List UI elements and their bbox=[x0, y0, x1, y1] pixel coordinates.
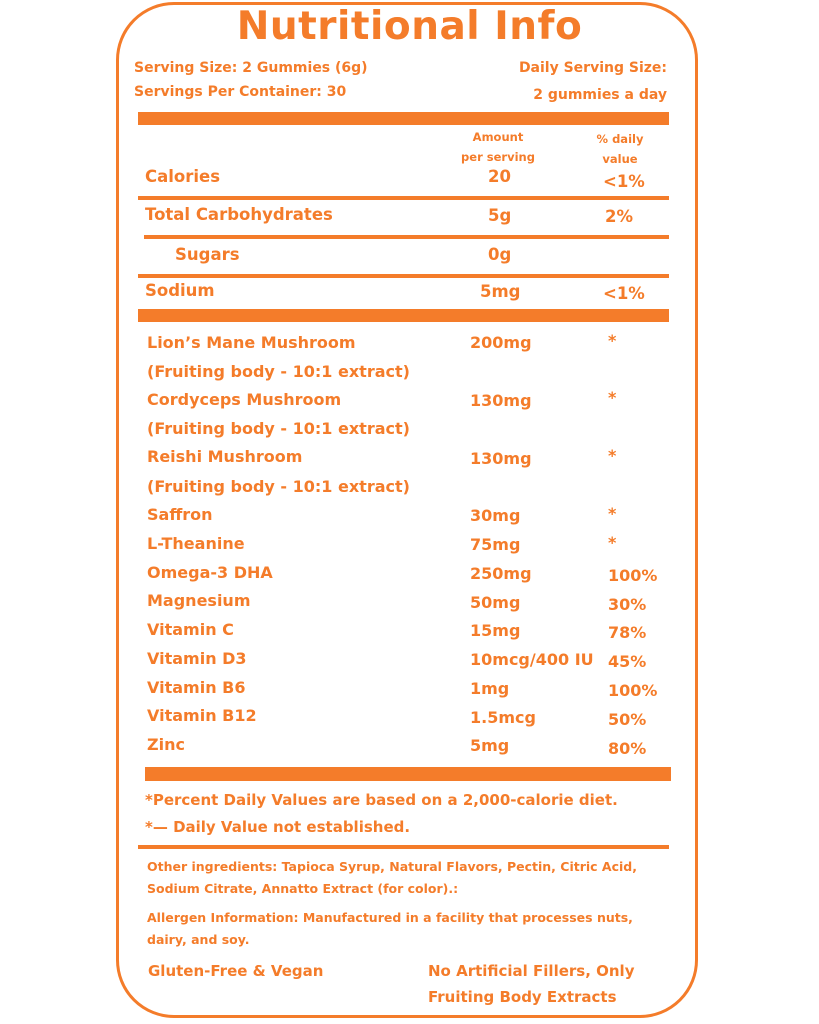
ingredient-dv: 45% bbox=[608, 652, 647, 671]
ingredient-name: Saffron bbox=[147, 505, 213, 524]
daily-serving-label: Daily Serving Size: bbox=[518, 60, 667, 76]
nutrient-amount: 5g bbox=[488, 206, 512, 225]
ingredient-name: Vitamin C bbox=[147, 620, 234, 639]
nutrient-dv: 2% bbox=[605, 207, 634, 226]
ingredient-dv: 80% bbox=[608, 739, 647, 758]
nutrient-name: Sugars bbox=[175, 245, 240, 264]
ingredient-name: Lion’s Mane Mushroom bbox=[147, 333, 356, 352]
ingredient-dv: 50% bbox=[608, 710, 647, 729]
dv-header-line-1: % daily bbox=[596, 132, 644, 146]
ingredient-amount: 130mg bbox=[470, 449, 532, 468]
ingredient-note: (Fruiting body - 10:1 extract) bbox=[147, 362, 410, 381]
allergen-information: Allergen Information: Manufactured in a facility that processes nuts, dairy, and soy. bbox=[147, 910, 633, 947]
ingredient-amount: 130mg bbox=[470, 391, 532, 410]
nutrient-dv: <1% bbox=[603, 172, 645, 191]
ingredient-amount: 200mg bbox=[470, 333, 532, 352]
footnote-dv: *— Daily Value not established. bbox=[145, 818, 411, 836]
ingredient-dv: 100% bbox=[608, 566, 658, 585]
servings-per-container: Servings Per Container: 30 bbox=[134, 84, 347, 100]
nutrient-name: Sodium bbox=[145, 281, 215, 300]
ingredient-amount: 1mg bbox=[470, 679, 510, 698]
footnote-percent: *Percent Daily Values are based on a 2,000-calorie diet. bbox=[145, 791, 618, 809]
row-divider bbox=[144, 235, 669, 239]
ingredient-name: Cordyceps Mushroom bbox=[147, 390, 342, 409]
ingredient-dv: 100% bbox=[608, 681, 658, 700]
amount-column-header bbox=[448, 127, 548, 167]
ingredient-dv: * bbox=[608, 446, 617, 465]
nutrient-amount: 20 bbox=[488, 167, 511, 186]
ingredient-name: Zinc bbox=[147, 735, 185, 754]
other-ingredients: Other ingredients: Tapioca Syrup, Natural Flavors, Pectin, Citric Acid, Sodium Citrate, Annatto Extract (for color).: bbox=[147, 859, 637, 896]
ingredient-dv: * bbox=[608, 331, 617, 350]
serving-size: Serving Size: 2 Gummies (6g) bbox=[134, 60, 368, 76]
mid-thick-divider bbox=[138, 309, 669, 322]
ingredient-name: Vitamin B12 bbox=[147, 706, 257, 725]
ingredient-dv: 30% bbox=[608, 595, 647, 614]
bottom-thick-divider bbox=[145, 767, 671, 781]
nutrient-name: Calories bbox=[145, 167, 221, 186]
ingredient-note: (Fruiting body - 10:1 extract) bbox=[147, 419, 410, 438]
daily-serving-value: 2 gummies a day bbox=[533, 87, 667, 103]
ingredient-amount: 5mg bbox=[470, 736, 510, 755]
ingredient-name: Reishi Mushroom bbox=[147, 447, 303, 466]
nutrient-amount: 0g bbox=[488, 245, 512, 264]
ingredient-amount: 1.5mcg bbox=[470, 708, 536, 727]
ingredient-amount: 250mg bbox=[470, 564, 532, 583]
dv-column-header bbox=[575, 129, 665, 169]
ingredient-dv: * bbox=[608, 504, 617, 523]
ingredient-amount: 30mg bbox=[470, 506, 521, 525]
ingredient-dv: * bbox=[608, 388, 617, 407]
row-divider bbox=[138, 274, 669, 278]
ingredient-amount: 50mg bbox=[470, 593, 521, 612]
ingredient-note: (Fruiting body - 10:1 extract) bbox=[147, 477, 410, 496]
ingredient-name: L-Theanine bbox=[147, 534, 245, 553]
ingredient-amount: 75mg bbox=[470, 535, 521, 554]
ingredient-name: Omega-3 DHA bbox=[147, 563, 273, 582]
ingredient-amount: 10mcg/400 IU bbox=[470, 650, 594, 669]
panel-title: Nutritional Info bbox=[236, 4, 583, 49]
top-thick-divider bbox=[138, 112, 669, 125]
ingredient-name: Magnesium bbox=[147, 591, 251, 610]
nutrient-dv: <1% bbox=[603, 284, 645, 303]
nutrient-name: Total Carbohydrates bbox=[145, 205, 333, 224]
badge-no-artificial-fillers: No Artificial Fillers, Only Fruiting Body Extracts bbox=[428, 962, 635, 1006]
ingredient-name: Vitamin B6 bbox=[147, 678, 246, 697]
row-divider bbox=[138, 196, 669, 200]
nutrient-amount: 5mg bbox=[480, 282, 521, 301]
ingredient-dv: 78% bbox=[608, 623, 647, 642]
badge-gluten-free-vegan: Gluten-Free & Vegan bbox=[148, 962, 324, 980]
ingredient-name: Vitamin D3 bbox=[147, 649, 247, 668]
footer-divider bbox=[138, 845, 669, 849]
amount-header-line-1: Amount bbox=[472, 130, 524, 144]
amount-header-line-2: per serving bbox=[461, 150, 535, 164]
ingredient-dv: * bbox=[608, 533, 617, 552]
dv-header-line-2: value bbox=[602, 152, 638, 166]
ingredient-amount: 15mg bbox=[470, 621, 521, 640]
